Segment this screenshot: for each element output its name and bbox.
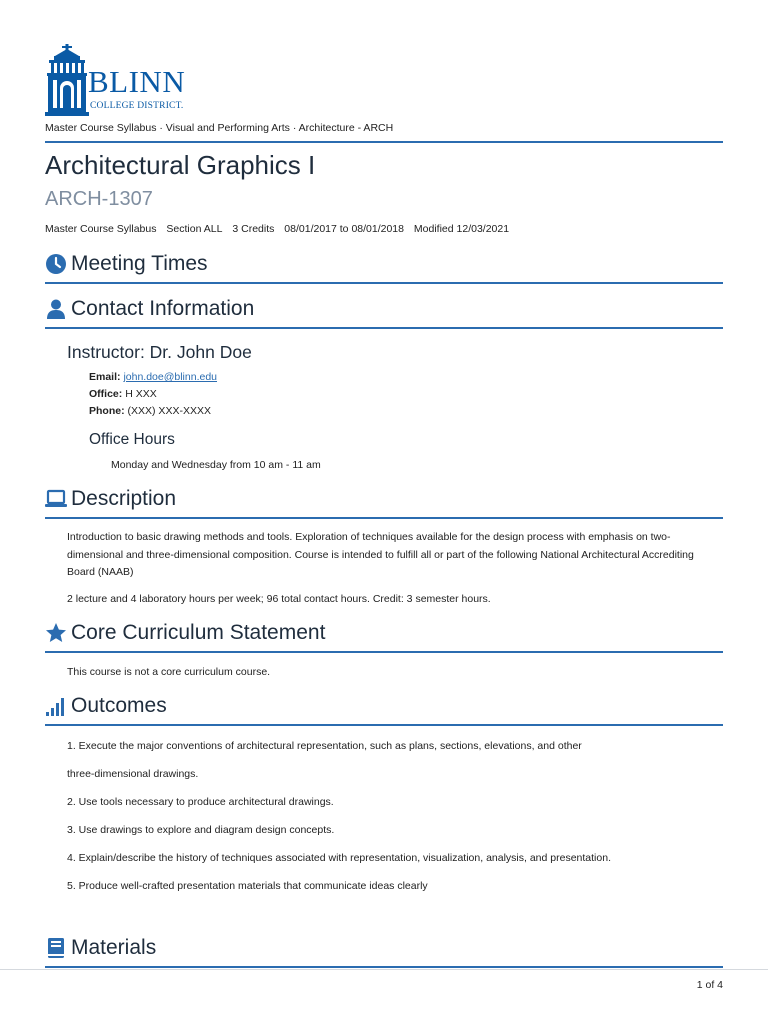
signal-bars-icon [45,695,67,717]
meta-dates: 08/01/2017 to 08/01/2018 [284,223,404,235]
email-label: Email: [89,371,121,383]
divider [45,517,723,519]
laptop-icon [45,488,67,510]
core-statement: This course is not a core curriculum course. [67,666,271,678]
outcome-item: 4. Explain/describe the history of techniques associated with representation, visualization, analysis, and presentation. [67,852,611,864]
phone-label: Phone: [89,405,125,417]
section-title: Outcomes [71,694,167,717]
outcome-item: three-dimensional drawings. [67,768,199,780]
outcome-item: 5. Produce well-crafted presentation materials that communicate ideas clearly [67,880,428,892]
course-code: ARCH-1307 [45,188,153,210]
section-title: Contact Information [71,297,255,320]
meta-credits: 3 Credits [232,223,275,235]
college-building-icon [45,44,89,116]
section-description [45,485,723,513]
instructor-name: Instructor: Dr. John Doe [67,342,252,362]
outcome-item: 1. Execute the major conventions of architectural representation, such as plans, sections, elevations, and other [67,740,582,752]
section-meeting-times [45,250,723,278]
book-icon [45,937,67,959]
breadcrumb: Master Course Syllabus · Visual and Performing Arts · Architecture - ARCH [45,122,394,134]
section-contact-information [45,295,723,323]
section-title: Meeting Times [71,252,208,275]
divider [45,327,723,329]
meta-syllabus: Master Course Syllabus [45,223,157,235]
meta-section: Section ALL [166,223,223,235]
outcome-item: 3. Use drawings to explore and diagram design concepts. [67,824,335,836]
phone-value: (XXX) XXX-XXXX [127,405,211,417]
description-paragraph: Introduction to basic drawing methods and tools. Exploration of techniques available for the design process with emphasis on two-dimensional and three-dimensional composition. Course is intended to fulfill all or part of the following National Architectural Accrediting Board (NAAB) [67,531,694,578]
clock-icon [45,253,67,275]
star-icon [45,622,67,644]
office-line [89,388,157,400]
divider [45,966,723,968]
section-title: Materials [71,936,157,959]
footer-divider [0,969,768,970]
page-indicator: 1 of 4 [696,979,723,991]
divider [45,651,723,653]
divider [45,282,723,284]
section-outcomes [45,692,723,720]
course-meta [45,223,516,235]
meta-modified: Modified 12/03/2021 [413,223,510,235]
divider [45,724,723,726]
logo-wordmark: BLINN [88,64,186,99]
section-core-curriculum [45,619,723,647]
section-title: Description [71,487,177,510]
office-hours-text: Monday and Wednesday from 10 am - 11 am [111,459,321,471]
email-line [89,371,217,383]
divider [45,141,723,143]
blinn-logo[interactable] [45,44,205,116]
phone-line [89,405,211,417]
page-title: Architectural Graphics I [45,150,316,180]
section-materials [45,934,723,962]
office-value: H XXX [125,388,157,400]
logo-subtitle: COLLEGE DISTRICT. [90,101,184,111]
office-hours-title: Office Hours [89,431,175,448]
section-title: Core Curriculum Statement [71,621,326,644]
hours-paragraph: 2 lecture and 4 laboratory hours per week; 96 total contact hours. Credit: 3 semester hours. [67,593,491,605]
user-icon [45,298,67,320]
email-link[interactable]: john.doe@blinn.edu [123,371,218,383]
office-label: Office: [89,388,123,400]
outcome-item: 2. Use tools necessary to produce architectural drawings. [67,796,334,808]
